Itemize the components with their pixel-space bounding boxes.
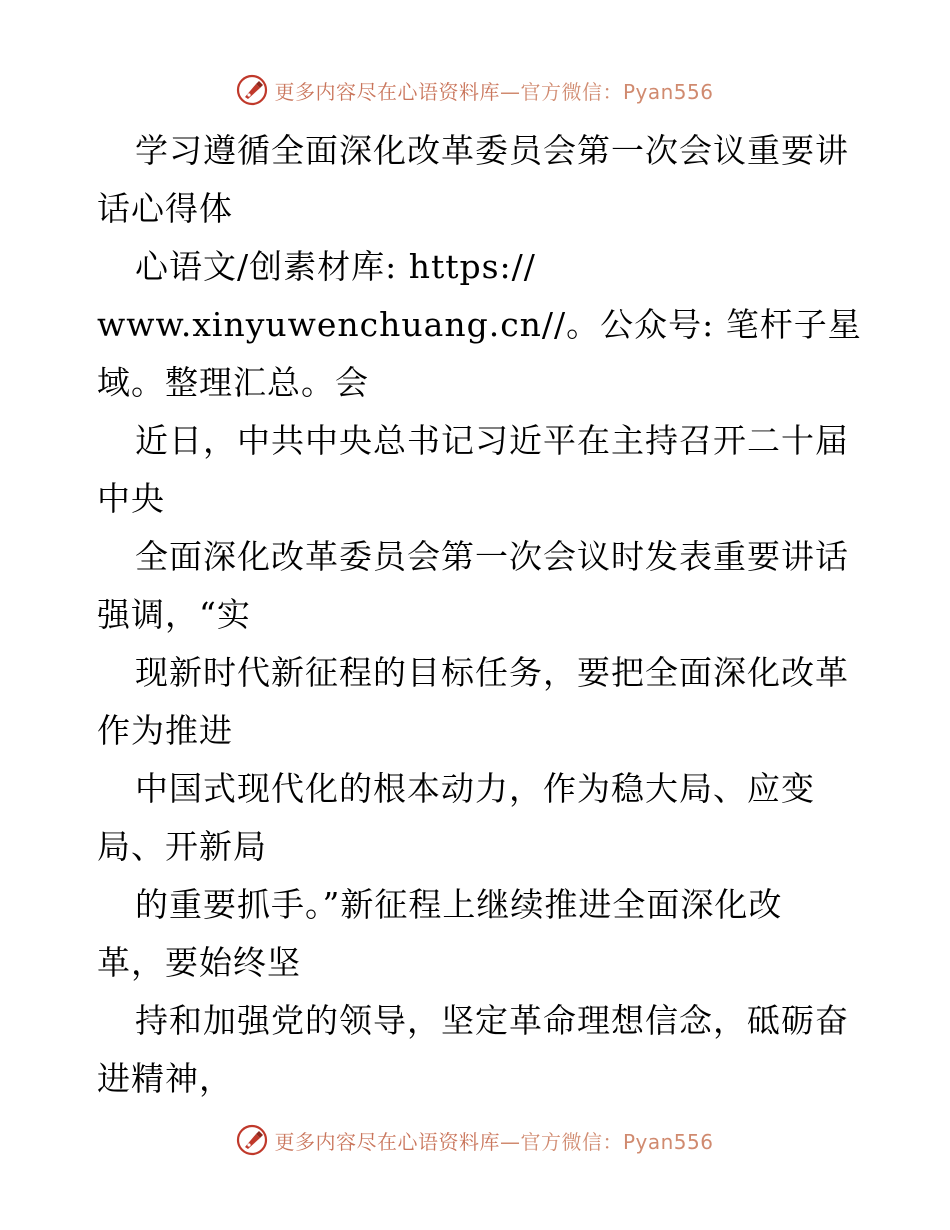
paragraph-line-6: 作为推进 <box>97 711 233 750</box>
document-body <box>97 122 862 1108</box>
source-line-3: 域。整理汇总。会 <box>97 363 369 402</box>
paragraph-line-4: 强调，“实 <box>97 595 251 634</box>
title-line-2: 话心得体 <box>97 189 233 228</box>
footer-banner <box>0 1120 950 1160</box>
paragraph-line-9: 的重要抓手。”新征程上继续推进全面深化改 <box>135 885 783 924</box>
source-line-1: 心语文/创素材库: https:// <box>135 247 536 286</box>
paragraph-line-2: 中央 <box>97 479 165 518</box>
paragraph-line-10: 革，要始终坚 <box>97 943 301 982</box>
header-banner-inner <box>236 74 713 106</box>
footer-banner-text <box>274 1126 713 1155</box>
footer-banner-wechat: —官方微信：Pyan556 <box>499 1129 714 1154</box>
paragraph-line-11: 持和加强党的领导，坚定革命理想信念，砥砺奋 <box>135 1001 849 1040</box>
paragraph-line-3: 全面深化改革委员会第一次会议时发表重要讲话 <box>135 537 849 576</box>
title-line-1: 学习遵循全面深化改革委员会第一次会议重要讲 <box>135 131 849 170</box>
pen-nib-logo-icon <box>236 1124 268 1156</box>
pen-nib-logo-icon <box>236 74 268 106</box>
paragraph-line-5: 现新时代新征程的目标任务，要把全面深化改革 <box>135 653 849 692</box>
paragraph-line-7: 中国式现代化的根本动力，作为稳大局、应变 <box>135 769 815 808</box>
footer-banner-title: 更多内容尽在心语资料库 <box>274 1129 500 1154</box>
paragraph-line-8: 局、开新局 <box>97 827 267 866</box>
header-banner-wechat: —官方微信：Pyan556 <box>499 79 714 104</box>
paragraph-line-1: 近日，中共中央总书记习近平在主持召开二十届 <box>135 421 849 460</box>
header-banner-title: 更多内容尽在心语资料库 <box>274 79 500 104</box>
header-banner <box>0 70 950 110</box>
source-line-2: www.xinyuwenchuang.cn//。公众号: 笔杆子星 <box>97 305 862 344</box>
header-banner-text <box>274 76 713 105</box>
paragraph-line-12: 进精神， <box>97 1059 233 1098</box>
footer-banner-inner <box>236 1124 713 1156</box>
